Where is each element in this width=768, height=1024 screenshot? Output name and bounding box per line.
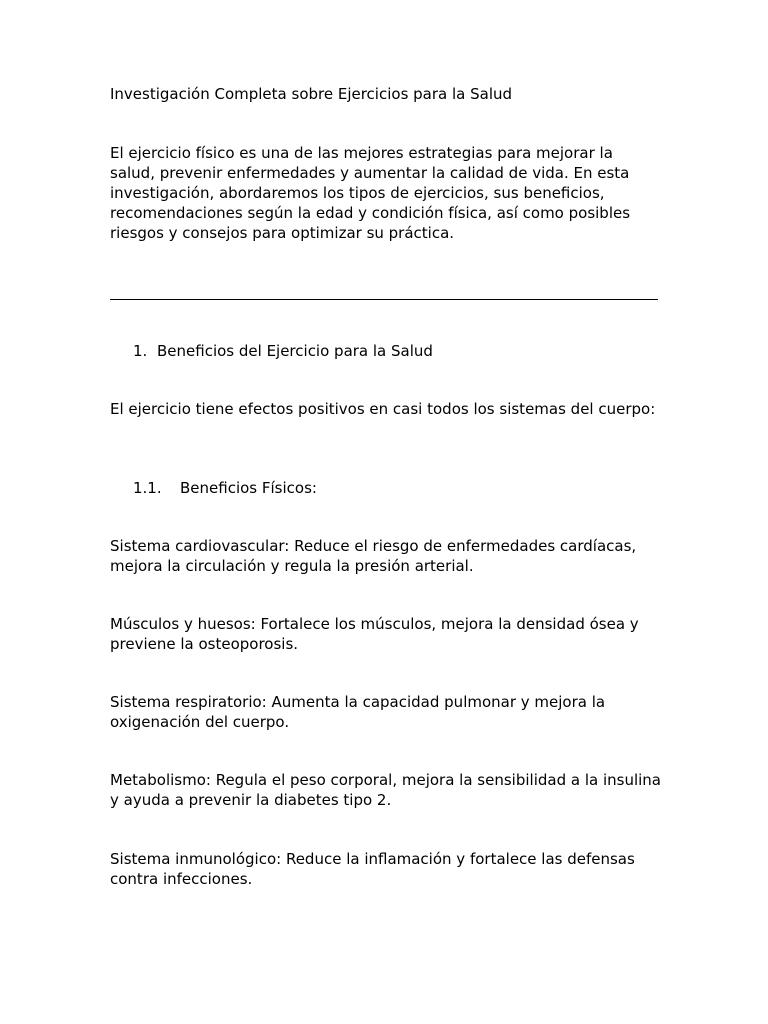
intro-paragraph: El ejercicio físico es una de las mejores estrategias para mejorar la salud, prevenir enfermedades y aumentar la calidad de vida. En esta investigación, abordaremos los tipos de ejercicios, sus beneficios, recomendaciones según la edad y condición física, así como posibles riesgos y consejos para optimizar su práctica.	[110, 144, 631, 242]
benefit-respiratorio: Sistema respiratorio: Aumenta la capacidad pulmonar y mejora la oxigenación del cuerpo.	[110, 693, 606, 731]
benefit-musculos-huesos: Músculos y huesos: Fortalece los músculos, mejora la densidad ósea y previene la osteoporosis.	[110, 615, 639, 653]
section-heading-1	[133, 341, 433, 361]
document-title: Investigación Completa sobre Ejercicios para la Salud	[110, 85, 513, 103]
benefit-inmunologico: Sistema inmunológico: Reduce la inflamación y fortalece las defensas contra infecciones.	[110, 850, 635, 888]
section-number: 1.	[133, 342, 148, 360]
section-heading-text: Beneficios del Ejercicio para la Salud	[157, 342, 433, 360]
subsection-heading-text: Beneficios Físicos:	[180, 479, 317, 497]
subsection-heading-1-1	[133, 478, 317, 498]
subsection-number: 1.1.	[133, 479, 162, 497]
horizontal-rule	[110, 299, 658, 300]
section-intro-paragraph: El ejercicio tiene efectos positivos en casi todos los sistemas del cuerpo:	[110, 400, 656, 418]
benefit-metabolismo: Metabolismo: Regula el peso corporal, mejora la sensibilidad a la insulina y ayuda a prevenir la diabetes tipo 2.	[110, 771, 661, 809]
benefit-cardiovascular: Sistema cardiovascular: Reduce el riesgo de enfermedades cardíacas, mejora la circulación y regula la presión arterial.	[110, 537, 637, 575]
